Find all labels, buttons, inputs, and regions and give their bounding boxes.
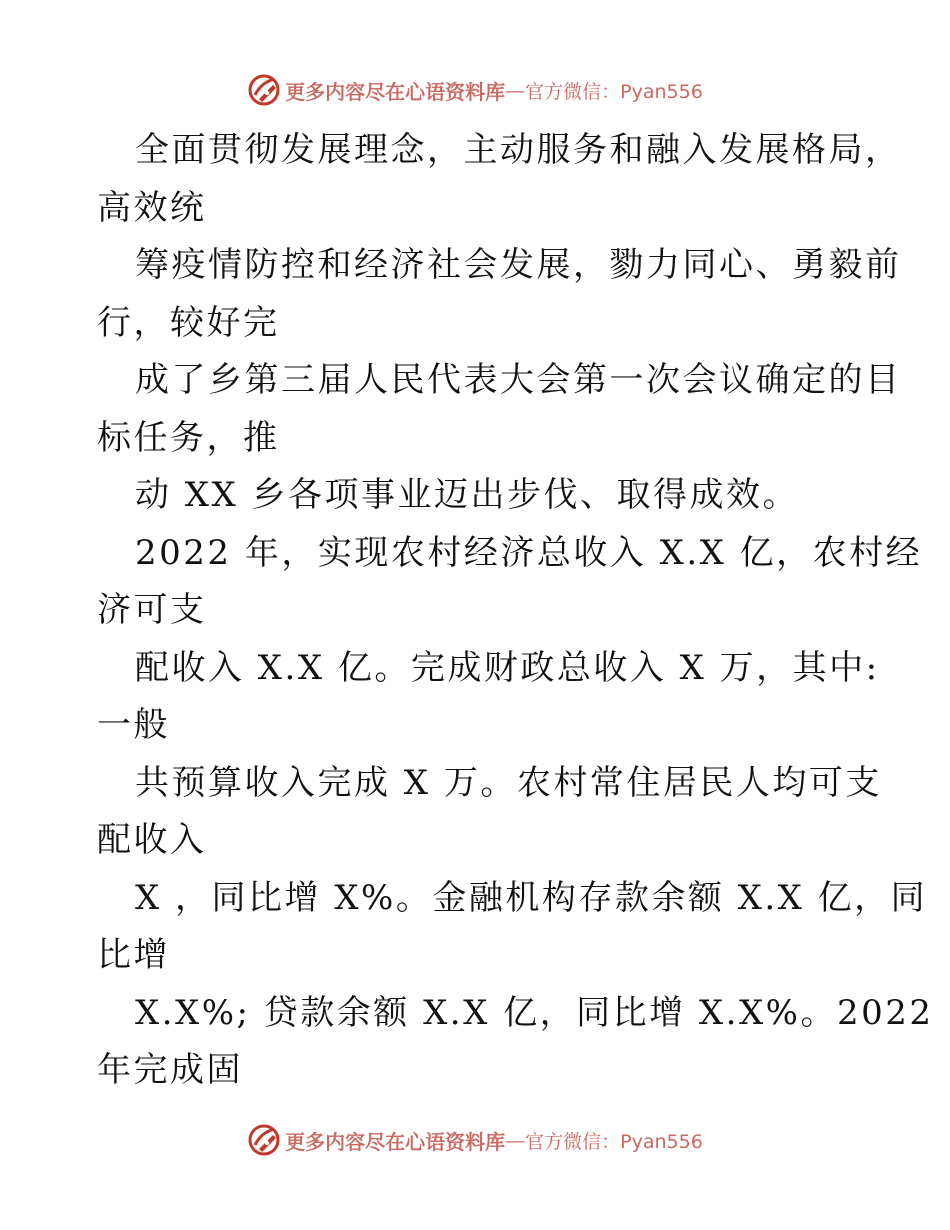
body-line: 筹疫情防控和经济社会发展，勠力同心、勇毅前	[135, 245, 902, 285]
footer-watermark	[0, 1122, 950, 1158]
body-line: 配收入	[97, 820, 207, 860]
body-line: X ，同比增 X%。金融机构存款余额 X.X 亿，同	[135, 877, 928, 918]
watermark-dash: —	[505, 78, 526, 102]
watermark-site-text: 更多内容尽在心语资料库	[285, 79, 506, 104]
body-line: 2022 年，实现农村经济总收入 X.X 亿，农村经	[135, 532, 923, 573]
body-line: 标任务，推	[97, 417, 280, 458]
watermark-dash: —	[505, 1128, 526, 1152]
watermark-contact-text: 官方微信：Pyan556	[525, 80, 703, 103]
body-line: 动 XX 乡各项事业迈出步伐、取得成效。	[135, 475, 800, 515]
body-line: X.X%; 贷款余额 X.X 亿，同比增 X.X%。2022	[135, 992, 934, 1033]
body-line: 配收入 X.X 亿。完成财政总收入 X 万，其中:	[135, 647, 880, 688]
body-line: 全面贯彻发展理念，主动服务和融入发展格局，	[135, 130, 902, 170]
body-line: 共预算收入完成 X 万。农村常住居民人均可支	[135, 762, 882, 803]
pen-logo-icon	[247, 1123, 281, 1157]
body-line: 济可支	[97, 590, 207, 630]
body-line: 一般	[97, 705, 170, 745]
body-line: 年完成固	[97, 1050, 243, 1090]
body-line: 比增	[97, 935, 170, 975]
body-line: 成了乡第三届人民代表大会第一次会议确定的目	[135, 360, 902, 400]
watermark-contact-text: 官方微信：Pyan556	[525, 1130, 703, 1153]
header-watermark	[0, 72, 950, 108]
watermark-site-text: 更多内容尽在心语资料库	[285, 1129, 506, 1154]
document-body	[97, 122, 934, 1100]
body-line: 行，较好完	[97, 302, 280, 343]
pen-logo-icon	[247, 73, 281, 107]
body-line: 高效统	[97, 187, 207, 228]
